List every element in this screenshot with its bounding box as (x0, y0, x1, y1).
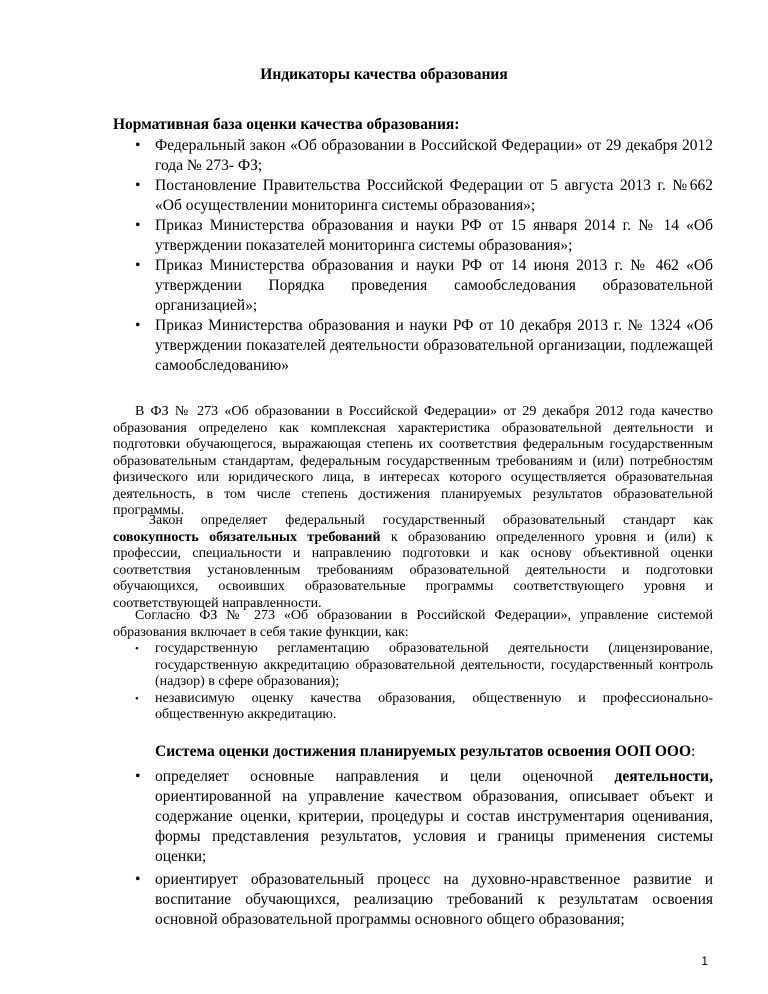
list-item: • Постановление Правительства Российской Федерации от 5 августа 2013 г. №662 «Об осуществлении мониторинга системы образования»; (135, 177, 713, 214)
functions-list (113, 641, 713, 724)
regulatory-base-heading: Нормативная база оценки качества образования: (113, 116, 460, 133)
bullet-icon: • (135, 257, 141, 274)
bullet-icon: • (135, 768, 141, 785)
list-item: • Приказ Министерства образования и науки РФ от 15 января 2014 г. № 14 «Об утверждении показателей мониторинга системы образования»; (135, 217, 713, 254)
list-item: • независимую оценку качества образования, общественную и профессионально-общественную аккредитацию. (135, 690, 713, 722)
regulatory-list (113, 136, 713, 376)
paragraph-standard-definition: Закон определяет федеральный государственный образовательный стандарт как совокупность обязательных требований к образованию определенного уровня и (или) к профессии, специальности и направлению подготовки и как основу объективной оценки соответствия установленным требованиям образовательной деятельности и подготовки обучающихся, освоивших образовательные программы соответствующего уровня и соответствующей направленности. (113, 513, 713, 611)
list-item: • Приказ Министерства образования и науки РФ от 14 июня 2013 г. № 462 «Об утверждении Порядка проведения самообследования образовательной организацией»; (135, 257, 713, 314)
paragraph-management-functions: Согласно ФЗ № 273 «Об образовании в Российской Федерации», управление системой образования включает в себя такие функции, как: (113, 608, 713, 640)
document-title: Индикаторы качества образования (260, 66, 508, 83)
bullet-icon: • (135, 137, 141, 154)
list-item: • Приказ Министерства образования и науки РФ от 10 декабря 2013 г. № 1324 «Об утверждении показателей деятельности образовательной организации, подлежащей самообследованию» (135, 317, 713, 374)
list-item: • ориентирует образовательный процесс на духовно-нравственное развитие и воспитание обучающихся, реализацию требований к результатам освоения основной образовательной программы основного общего образования; (135, 871, 713, 928)
bullet-icon: • (135, 643, 139, 655)
bullet-icon: • (135, 177, 141, 194)
bullet-icon: • (135, 217, 141, 234)
bullet-icon: • (135, 871, 141, 888)
list-item: • Федеральный закон «Об образовании в Российской Федерации» от 29 декабря 2012 года № 273- ФЗ; (135, 137, 713, 174)
paragraph-quality-definition: В ФЗ № 273 «Об образовании в Российской Федерации» от 29 декабря 2012 года качество образования определено как комплексная характеристика образовательной деятельности и подготовки обучающегося, выражающая степень их соответствия федеральным государственным образовательным стандартам, федеральным государственным требованиям и (или) потребностям физического или юридического лица, в интересах которого осуществляется образовательная деятельность, в том числе степень достижения планируемых результатов образовательной программы. (113, 404, 713, 518)
list-item: • государственную регламентацию образовательной деятельности (лицензирование, государственную аккредитацию образовательной деятельности, государственный контроль (надзор) в сфере образования); (135, 641, 713, 689)
page-number: 1 (701, 954, 708, 968)
bullet-icon: • (135, 317, 141, 334)
bullet-icon: • (135, 692, 139, 705)
list-item: • определяет основные направления и цели оценочной деятельности, ориентированной на управление качеством образования, описывает объект и содержание оценки, критерии, процедуры и состав инструментария оценивания, формы представления результатов, условия и границы применения системы оценки; (135, 768, 713, 865)
assessment-system-list (113, 767, 713, 930)
assessment-system-heading: Система оценки достижения планируемых результатов освоения ООП ООО: (155, 743, 696, 760)
bold-phrase: совокупность обязательных требований (113, 529, 381, 545)
